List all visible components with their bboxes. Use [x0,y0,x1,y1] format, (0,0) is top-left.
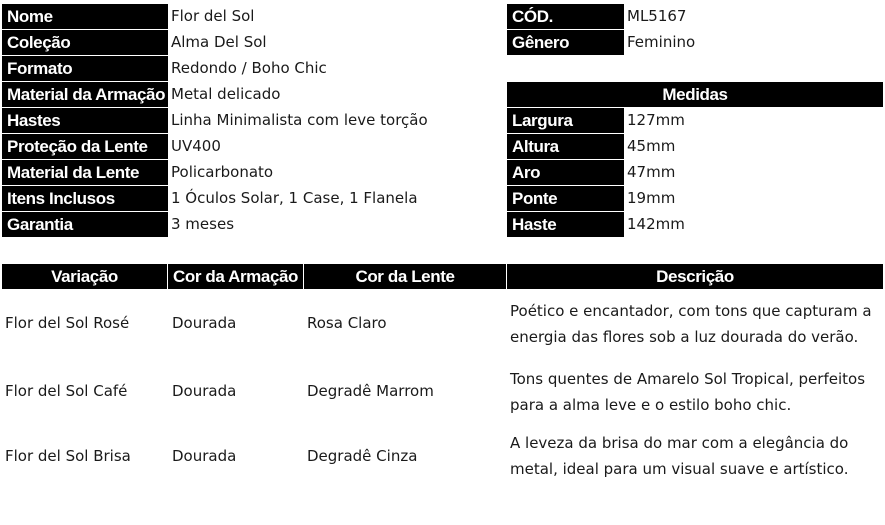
spec-value-nome: Flor del Sol [171,7,255,25]
medida-value-haste: 142mm [627,215,685,233]
variation-name: Flor del Sol Rosé [5,314,130,332]
spec-label-material-armacao: Material da Armação [2,82,168,107]
spec-value-garantia: 3 meses [171,215,235,233]
spec-label-protecao-lente: Proteção da Lente [2,134,168,159]
lens-color: Rosa Claro [307,314,387,332]
spec-label-hastes: Hastes [2,108,168,133]
medida-value-altura: 45mm [627,137,676,155]
spec-value-hastes: Linha Minimalista com leve torção [171,111,428,129]
spec-value-material-armacao: Metal delicado [171,85,281,103]
spec-label-itens-inclusos: Itens Inclusos [2,186,168,211]
frame-color: Dourada [172,314,237,332]
column-header-variacao: Variação [2,264,167,289]
spec-value-genero: Feminino [627,33,696,51]
medida-value-ponte: 19mm [627,189,676,207]
column-header-cor-armacao: Cor da Armação [168,264,303,289]
frame-color: Dourada [172,447,237,465]
medida-label-haste: Haste [507,212,624,237]
spec-label-genero: Gênero [507,30,624,55]
spec-value-itens-inclusos: 1 Óculos Solar, 1 Case, 1 Flanela [171,189,418,207]
medidas-header: Medidas [507,82,883,107]
variation-description: Tons quentes de Amarelo Sol Tropical, perfeitos para a alma leve e o estilo boho chic. [510,370,866,414]
medida-value-largura: 127mm [627,111,685,129]
spec-value-codigo: ML5167 [627,7,687,25]
lens-color: Degradê Cinza [307,447,418,465]
spec-label-garantia: Garantia [2,212,168,237]
spec-label-formato: Formato [2,56,168,81]
variation-description: Poético e encantador, com tons que capturam a energia das flores sob a luz dourada do verão. [510,302,872,346]
column-header-descricao: Descrição [507,264,883,289]
medida-label-altura: Altura [507,134,624,159]
lens-color: Degradê Marrom [307,382,434,400]
spec-label-nome: Nome [2,4,168,29]
spec-value-formato: Redondo / Boho Chic [171,59,327,77]
variation-description: A leveza da brisa do mar com a elegância do metal, ideal para um visual suave e artístico. [510,434,849,478]
spec-label-material-lente: Material da Lente [2,160,168,185]
medida-label-ponte: Ponte [507,186,624,211]
spec-label-codigo: CÓD. [507,4,624,29]
frame-color: Dourada [172,382,237,400]
medida-label-largura: Largura [507,108,624,133]
medida-value-aro: 47mm [627,163,676,181]
spec-label-colecao: Coleção [2,30,168,55]
spec-value-protecao-lente: UV400 [171,137,221,155]
variation-name: Flor del Sol Café [5,382,128,400]
column-header-cor-lente: Cor da Lente [304,264,506,289]
variation-name: Flor del Sol Brisa [5,447,131,465]
spec-value-material-lente: Policarbonato [171,163,274,181]
spec-value-colecao: Alma Del Sol [171,33,267,51]
medida-label-aro: Aro [507,160,624,185]
